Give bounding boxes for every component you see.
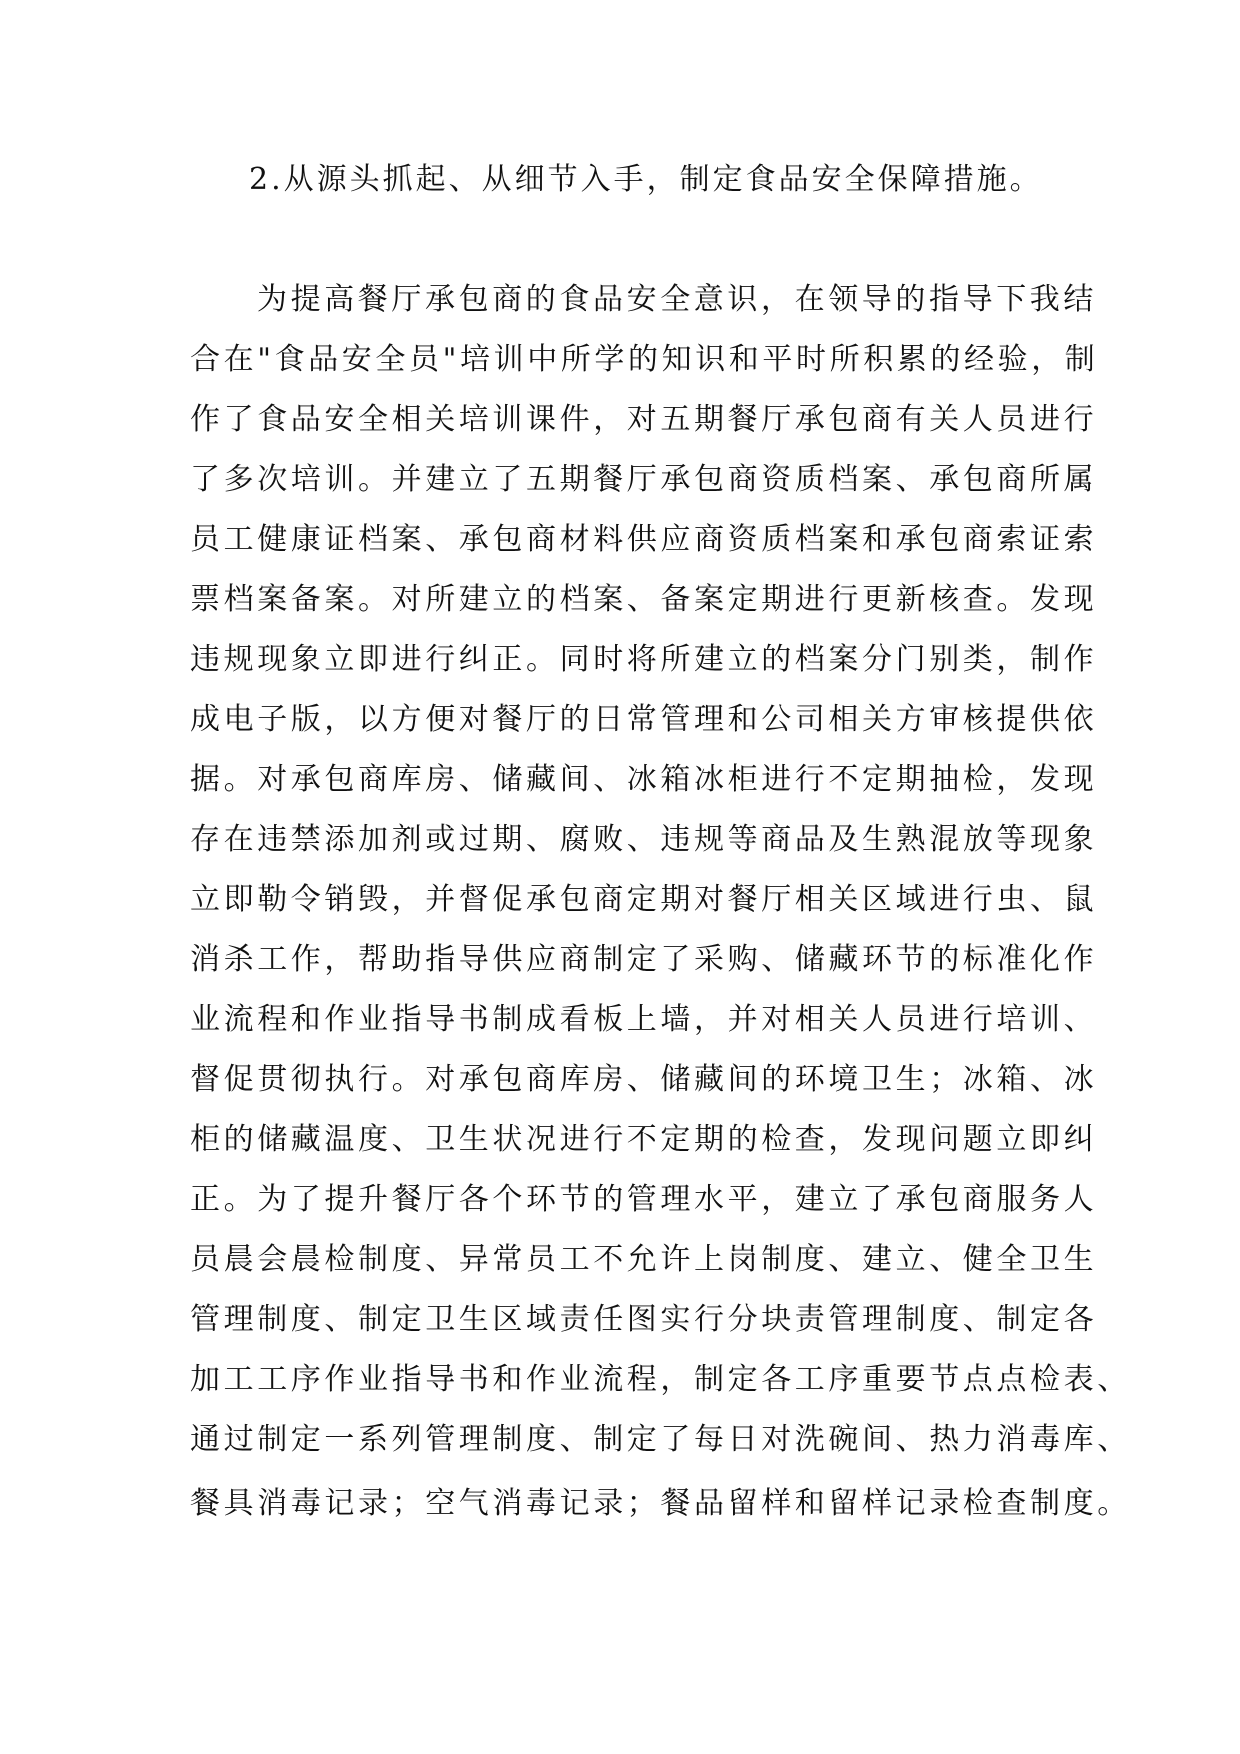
paragraph-line: 员晨会晨检制度、异常员工不允许上岗制度、建立、健全卫生 xyxy=(190,1242,1098,1277)
paragraph-line: 立即勒令销毁，并督促承包商定期对餐厅相关区域进行虫、鼠 xyxy=(190,882,1098,917)
paragraph-line: 为提高餐厅承包商的食品安全意识，在领导的指导下我结 xyxy=(257,282,1097,317)
paragraph-line: 通过制定一系列管理制度、制定了每日对洗碗间、热力消毒库、 xyxy=(190,1422,1131,1457)
paragraph-line: 消杀工作，帮助指导供应商制定了采购、储藏环节的标准化作 xyxy=(190,942,1098,977)
section-heading: 2.从源头抓起、从细节入手，制定食品安全保障措施。 xyxy=(249,162,1043,197)
paragraph-line: 合在"食品安全员"培训中所学的知识和平时所积累的经验，制 xyxy=(190,342,1099,377)
paragraph-line: 存在违禁添加剂或过期、腐败、违规等商品及生熟混放等现象 xyxy=(190,822,1098,857)
paragraph-line: 加工工序作业指导书和作业流程，制定各工序重要节点点检表、 xyxy=(190,1362,1131,1397)
paragraph-line: 据。对承包商库房、储藏间、冰箱冰柜进行不定期抽检，发现 xyxy=(190,762,1098,797)
paragraph-line: 督促贯彻执行。对承包商库房、储藏间的环境卫生；冰箱、冰 xyxy=(190,1062,1098,1097)
paragraph-line: 了多次培训。并建立了五期餐厅承包商资质档案、承包商所属 xyxy=(190,462,1098,497)
paragraph-line: 柜的储藏温度、卫生状况进行不定期的检查，发现问题立即纠 xyxy=(190,1122,1098,1157)
paragraph-line: 员工健康证档案、承包商材料供应商资质档案和承包商索证索 xyxy=(190,522,1098,557)
paragraph-line: 正。为了提升餐厅各个环节的管理水平，建立了承包商服务人 xyxy=(190,1182,1098,1217)
paragraph-line: 票档案备案。对所建立的档案、备案定期进行更新核查。发现 xyxy=(190,582,1098,617)
paragraph-line: 管理制度、制定卫生区域责任图实行分块责管理制度、制定各 xyxy=(190,1302,1098,1337)
paragraph-line: 作了食品安全相关培训课件，对五期餐厅承包商有关人员进行 xyxy=(190,402,1098,437)
paragraph-line: 餐具消毒记录；空气消毒记录；餐品留样和留样记录检查制度。 xyxy=(190,1486,1131,1521)
body-paragraph xyxy=(190,270,1131,1534)
paragraph-line: 业流程和作业指导书制成看板上墙，并对相关人员进行培训、 xyxy=(190,1002,1098,1037)
paragraph-line: 成电子版，以方便对餐厅的日常管理和公司相关方审核提供依 xyxy=(190,702,1098,737)
paragraph-line: 违规现象立即进行纠正。同时将所建立的档案分门别类，制作 xyxy=(190,642,1098,677)
